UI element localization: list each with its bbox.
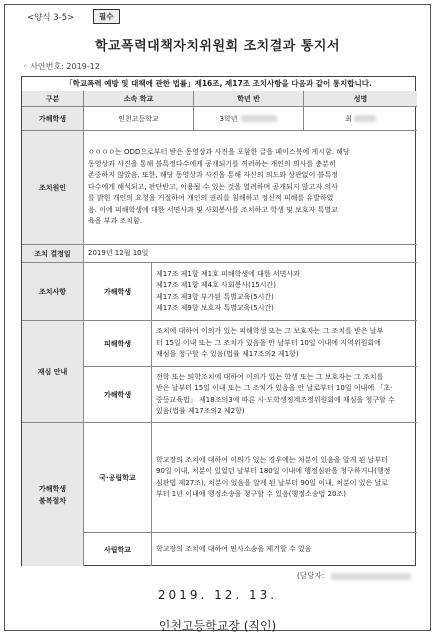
measures-offender-label: 가해학생 <box>84 263 152 321</box>
public-line: 부터 1년 이내에 행정소송을 청구할 수 있음(행정소송법 20조) <box>156 490 346 498</box>
reason-line: 다수에게 해석되고, 판단받고, 이용될 수 있는 것을 열려하며 공개되지 않고자 의사 <box>88 182 338 191</box>
offender-line: 중등교육법」 제18조의3에 따른 시·도학생징계조정위원회에 재심을 청구할 수 <box>156 395 395 404</box>
relief-label-line1: 가해학생 <box>38 484 67 493</box>
intro-statement: 「학교폭력 예방 및 대책에 관한 법률」제16조, 제17조 조치사항을 다음과 같이 통지합니다. <box>22 77 415 92</box>
measure-line: 제17조 제1항 제4호 사회봉사(15시간) <box>156 281 277 289</box>
header-name: 성명 <box>304 91 417 107</box>
relief-private-text: 학교장의 조치에 대하여 민사소송을 제기할 수 있음 <box>156 545 312 553</box>
document-title: 학교폭력대책자치위원회 조치결과 통지서 <box>94 39 341 54</box>
relief-public-cell <box>152 423 417 533</box>
reason-line: 음. 이에 피해학생에 대한 서면사과 및 사회봉사를 조치하고 학생 및 보호자 특별교 <box>88 205 338 214</box>
reappeal-offender-cell <box>152 367 417 423</box>
reappeal-victim-cell <box>152 321 417 367</box>
victim-line: 재심을 청구할 수 있음(법률 제17조의2 제1항) <box>156 350 299 359</box>
offender-line: 받은 날부터 15일 이내 또는 그 조치가 있음을 안 날로부터 10일 이내에 「초· <box>156 384 393 392</box>
public-line: 학교장의 조치에 대하여 이의가 있는 경우에는 처분이 있음을 알게 된 날부터 <box>156 455 388 464</box>
decision-date-label: 조치 결정일 <box>22 245 84 263</box>
reason-line: 존중하지 않았음. 또한, 해당 동영상과 사진을 통해 자신의 의도와 상관없이 블특정 <box>88 171 338 180</box>
contact-info <box>297 570 411 581</box>
reason-line: 동영상과 사진을 통해 블특정다수에게 공개되기를 꺼려하는 개인의 의사를 충분히 <box>88 159 336 168</box>
redacted-name <box>354 115 376 122</box>
offender-name: 최 <box>345 114 352 123</box>
case-number: ◦ 사안번호: 2019-12 <box>23 62 100 71</box>
offender-grade-cell <box>194 107 304 131</box>
measures-list-cell <box>152 263 417 321</box>
offender-label: 가해학생 <box>22 107 84 131</box>
offender-line: 있음(법률 제17조의2 제2항) <box>156 407 245 415</box>
issuer-seal: 인천고등학교장 (직인) <box>158 619 277 633</box>
issue-date: 2019. 12. 13. <box>157 588 278 602</box>
header-class: 구분 <box>22 91 84 107</box>
reappeal-offender-label: 가해학생 <box>84 367 152 423</box>
reappeal-label: 재심 안내 <box>22 321 84 423</box>
measures-label: 조치사항 <box>22 263 84 321</box>
offender-line: 전학 또는 퇴학조치에 대하여 이의가 있는 학생 또는 그 보호자는 그 조치를 <box>156 372 384 381</box>
relief-label-line2: 불복절차 <box>38 496 67 505</box>
measure-line: 제17조 제3항 부가된 특별교육(5시간) <box>156 292 274 301</box>
notice-document <box>4 4 431 631</box>
redacted-contact <box>331 573 411 580</box>
reappeal-victim-text <box>156 326 383 361</box>
reason-line: ㅇㅇㅇㅇ는 ODD으로부터 받은 동영상과 사진을 포함한 글을 페이스북에 게시함. 해당 <box>88 148 350 157</box>
reason-line: 육을 부과 조치함. <box>88 217 143 226</box>
public-line: 90일 이내, 처분이 있었던 날부터 180일 이내에 행정심판을 청구하거나(행정 <box>156 467 391 475</box>
required-badge: 필수 <box>93 9 120 24</box>
form-id: <양식 3-5> <box>27 13 75 23</box>
header-school: 소속 학교 <box>84 91 194 107</box>
relief-public-text <box>156 455 390 501</box>
offender-name-cell <box>304 107 417 131</box>
public-line: 심판법 제27조), 처분이 있음을 알게 된 날부터 90일 이내, 처분이 있은 날로 <box>156 478 389 487</box>
redacted-class <box>241 115 277 122</box>
offender-school: 인천고등학교 <box>84 107 194 131</box>
decision-date-value: 2019년 12월 10일 <box>84 245 417 263</box>
reappeal-victim-label: 피해학생 <box>84 321 152 367</box>
reason-content <box>84 131 417 245</box>
victim-line: 조치에 대하여 이의가 있는 피해학생 또는 그 보호자는 그 조치를 받은 날부 <box>156 327 384 336</box>
victim-line: 터 15일 이내 또는 그 조치가 있음을 안 날부터 10일 이내에 지역위원회에 <box>156 338 381 347</box>
relief-label-cell <box>22 423 84 566</box>
relief-public-label: 국·공립학교 <box>84 423 152 533</box>
measures-list <box>156 269 300 315</box>
reappeal-offender-text <box>156 372 395 418</box>
contact-label: (담당자: <box>297 571 325 580</box>
reason-text <box>88 147 350 228</box>
measure-line: 제17조 제9항 보호자 특별교육(5시간) <box>156 304 274 312</box>
offender-grade: 3학년 <box>219 114 238 123</box>
reason-line: 를 밝힌 개인의 요청을 거절하여 개인의 권리를 침해하고 정신적 피해를 유발하였 <box>88 194 334 203</box>
relief-private-label: 사립학교 <box>84 533 152 566</box>
notice-table <box>21 76 416 566</box>
measure-line: 제17조 제1항 제1호 피해학생에 대한 서면사과 <box>156 269 300 278</box>
reason-label: 조치원인 <box>22 131 84 245</box>
header-grade: 학년 반 <box>194 91 304 107</box>
